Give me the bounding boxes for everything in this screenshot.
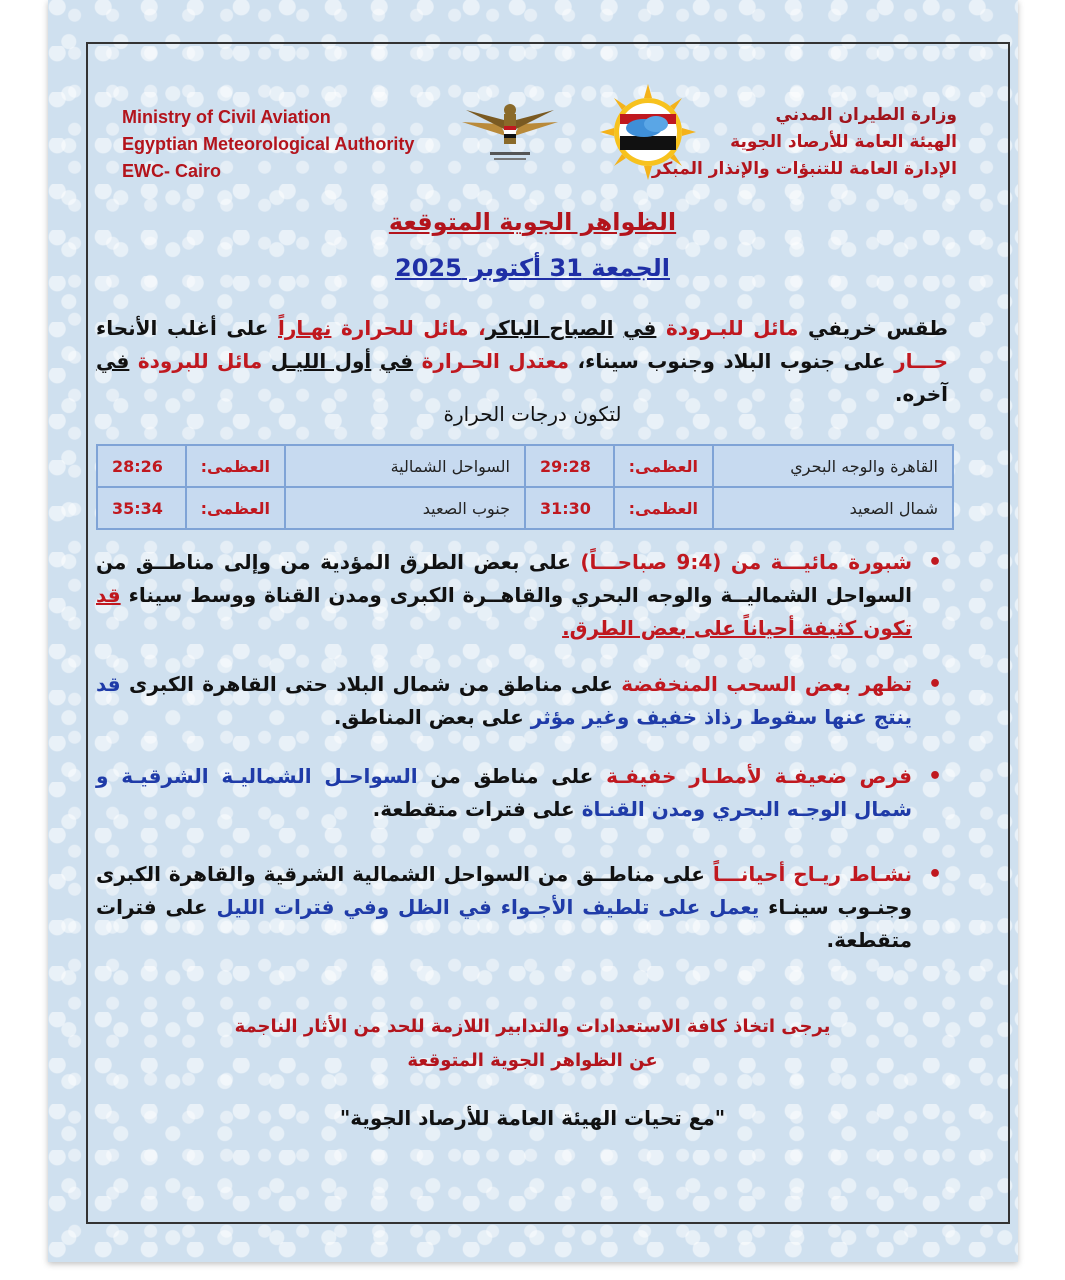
bullet-text: على فترات متقطعة. (96, 895, 912, 952)
intro-text: على أغلب الأنحاء (96, 316, 269, 340)
ministry-name-ar: وزارة الطيران المدني (775, 105, 957, 125)
intro-highlight: ، مائل للحرارة (341, 316, 486, 340)
document-title: الظواهر الجوية المتوقعة (388, 208, 677, 236)
temperature-table (96, 444, 954, 530)
intro-underlined: في (96, 349, 130, 373)
intro-highlight: حـــار (894, 349, 949, 373)
max-label: العظمى: (614, 487, 713, 529)
closing-line-1: يرجى اتخاذ كافة الاستعدادات والتدابير اللازمة للحد من الأثار الناجمة (234, 1016, 831, 1037)
document-date: الجمعة 31 أكتوبر 2025 (395, 254, 670, 282)
bullet-text: على بعض المناطق. (333, 705, 524, 729)
english-header (122, 104, 414, 185)
arabic-header (652, 102, 957, 183)
department-name-ar: الإدارة العامة للتنبؤات والإنذار المبكر (651, 159, 957, 179)
region-cell: جنوب الصعيد (285, 487, 525, 529)
list-item (96, 858, 946, 957)
bullet-blue-text: يعمل على تلطيف الأجـواء في الظل وفي فترات الليل (216, 895, 760, 919)
max-value: 29:28 (525, 445, 614, 487)
bullet-text: على بعض الطرق المؤدية من وإلى مناطــق من السواحل الشماليــة والوجه البحري والقاهــرة الكبرى ومدن القناة ووسط سيناء (96, 550, 912, 607)
table-row (97, 445, 953, 487)
region-cell: القاهرة والوجه البحري (713, 445, 953, 487)
intro-paragraph (96, 312, 948, 411)
region-cell: السواحل الشمالية (285, 445, 525, 487)
max-label: العظمى: (186, 487, 285, 529)
table-row (97, 487, 953, 529)
bullet-highlight: فرص ضعيفـة لأمطـار خفيفـة (606, 764, 912, 788)
authority-name-en: Egyptian Meteorological Authority (122, 134, 415, 154)
ministry-name-en: Ministry of Civil Aviation (122, 107, 331, 127)
max-label: العظمى: (614, 445, 713, 487)
temperatures-heading: لتكون درجات الحرارة (443, 402, 622, 426)
bullet-blue-text: قد ينتج عنها سقوط رذاذ خفيف وغير مؤثر (96, 672, 912, 729)
bullet-text: على مناطق من شمال البلاد حتى القاهرة الكبرى (129, 672, 613, 696)
intro-underlined: في (623, 316, 657, 340)
bullet-highlight: شبورة مائيـــة من (9:4 صباحـــاً) (580, 550, 912, 574)
max-value: 28:26 (97, 445, 186, 487)
center-name-en: EWC- Cairo (122, 161, 221, 181)
intro-underlined: في (379, 349, 414, 373)
closing-line-2: عن الظواهر الجوية المتوقعة (407, 1050, 658, 1071)
authority-name-ar: الهيئة العامة للأرصاد الجوية (730, 132, 957, 152)
bullet-dot-icon: • (927, 862, 942, 887)
bullet-dot-icon: • (927, 764, 942, 789)
intro-text: طقس خريفي (807, 316, 949, 340)
bullet-highlight: تظهر بعض السحب المنخفضة (621, 672, 912, 696)
intro-highlight: نهـاراً (278, 316, 332, 340)
intro-highlight: معتدل الحـرارة (421, 349, 570, 373)
bullet-highlight: قد تكون كثيفة أحياناً على بعض الطرق. (96, 583, 912, 640)
bullet-highlight: نشـاط ريـاح أحيانـــاً (712, 862, 912, 886)
ministry-eagle-logo-icon (460, 96, 560, 168)
closing-note (0, 1010, 1065, 1078)
bullet-text: على فترات متقطعة. (372, 797, 575, 821)
bullet-text: على مناطــق من السواحل الشمالية الشرقية والقاهرة الكبرى وجنـوب سينـاء (96, 862, 913, 919)
bullet-dot-icon: • (927, 672, 942, 697)
intro-text: على جنوب البلاد وجنوب سيناء، (577, 349, 886, 373)
bullet-blue-text: السواحـل الشماليـة الشرقيـة و شمال الوجـه البحري ومدن القنـاة (96, 764, 912, 821)
bullet-text: على مناطق من (430, 764, 594, 788)
max-value: 35:34 (97, 487, 186, 529)
region-cell: شمال الصعيد (713, 487, 953, 529)
phenomena-list (96, 546, 946, 957)
max-label: العظمى: (186, 445, 285, 487)
intro-text: آخره. (894, 382, 948, 406)
max-value: 31:30 (525, 487, 614, 529)
list-item (96, 668, 946, 760)
intro-underlined: أول الليـل (270, 349, 372, 373)
list-item (96, 760, 946, 858)
bullet-dot-icon: • (927, 550, 942, 575)
signoff-text: "مع تحيات الهيئة العامة للأرصاد الجوية" (339, 1106, 726, 1130)
intro-highlight: مائل للبـرودة (665, 316, 799, 340)
list-item (96, 546, 946, 668)
intro-highlight: مائل للبرودة (137, 349, 263, 373)
intro-underlined: الصباح الباكر (485, 316, 614, 340)
